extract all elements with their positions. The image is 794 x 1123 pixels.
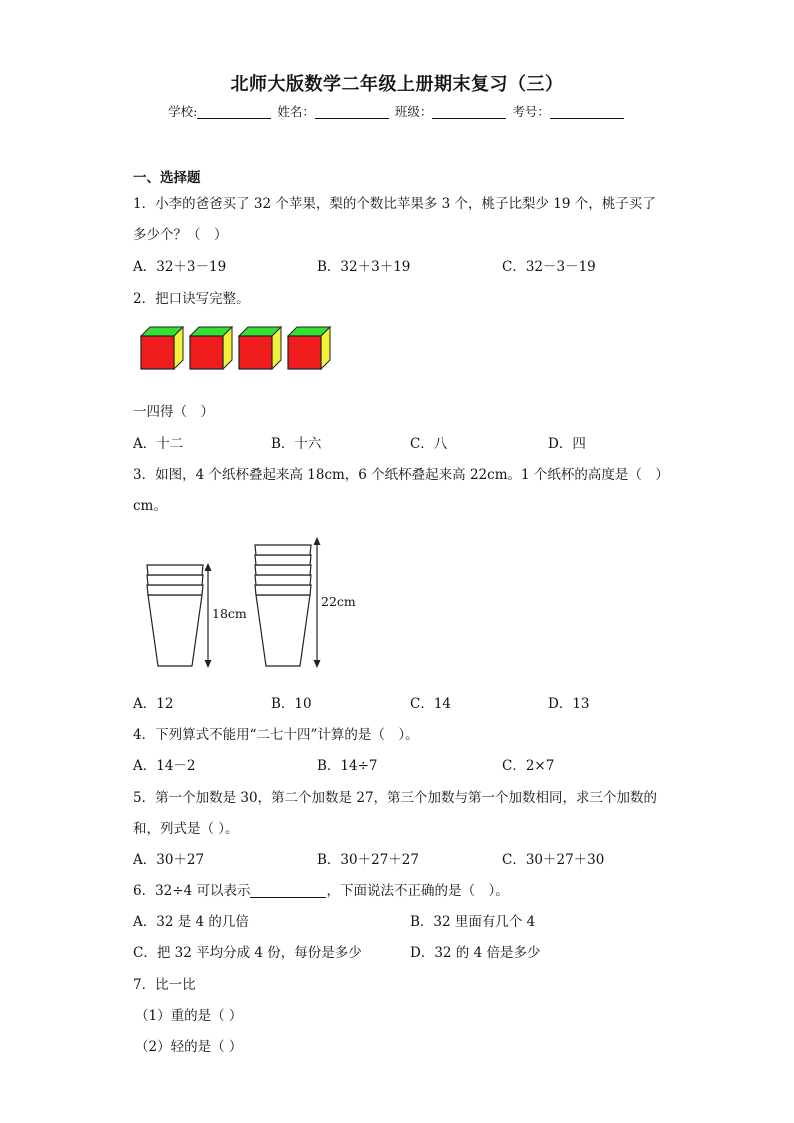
q5-option-b[interactable]: B．30＋27＋27 — [317, 852, 419, 868]
q2-option-a[interactable]: A．十二 — [133, 436, 184, 452]
q6-stem — [133, 879, 509, 899]
cube-3 — [239, 327, 281, 369]
q5-stem-line2: 和，列式是（ ）。 — [133, 821, 239, 837]
q3-stem-line1: 3．如图，4 个纸杯叠起来高 18cm，6 个纸杯叠起来高 22cm。1 个纸杯的高度是（ ） — [133, 467, 669, 483]
right-height-arrow — [314, 537, 321, 668]
q2-option-d[interactable]: D．四 — [548, 436, 586, 452]
q6-option-b[interactable]: B．32 里面有几个 4 — [410, 914, 536, 930]
student-info-line — [0, 102, 794, 120]
cube-2 — [190, 327, 232, 369]
q3-stem-line2: cm。 — [133, 498, 167, 514]
name-label: 姓名： — [277, 104, 315, 119]
cubes-figure — [140, 326, 340, 376]
right-stack-cup-4 — [255, 565, 311, 575]
right-stack-cup-3 — [255, 575, 311, 585]
q7-sub-2: （2）轻的是（ ） — [135, 1039, 243, 1055]
class-blank[interactable] — [432, 105, 506, 119]
cube-1 — [141, 327, 183, 369]
q3-option-c[interactable]: C．14 — [410, 696, 452, 712]
q1-stem-line1: 1．小李的爸爸买了 32 个苹果，梨的个数比苹果多 3 个，桃子比梨少 19 个，桃子买了 — [133, 196, 656, 212]
left-height-arrow — [205, 563, 212, 668]
name-blank[interactable] — [315, 105, 389, 119]
q1-option-c[interactable]: C．32－3－19 — [502, 259, 596, 275]
q5-stem-line1: 5．第一个加数是 30，第二个加数是 27，第三个加数与第一个加数相同，求三个加数的 — [133, 790, 658, 806]
q1-option-b[interactable]: B．32＋3＋19 — [317, 259, 411, 275]
right-height-label: 22cm — [321, 594, 356, 609]
school-blank[interactable] — [197, 105, 271, 119]
q1-option-a[interactable]: A．32＋3－19 — [133, 259, 227, 275]
q4-stem: 4．下列算式不能用“二七十四”计算的是（ ）。 — [133, 727, 419, 743]
cube-4 — [288, 327, 330, 369]
q6-option-c[interactable]: C．把 32 平均分成 4 份，每份是多少 — [133, 945, 362, 961]
q6-option-d[interactable]: D．32 的 4 倍是多少 — [410, 945, 541, 961]
q5-option-a[interactable]: A．30＋27 — [133, 852, 205, 868]
paper-cups-figure — [145, 540, 385, 675]
left-stack-cup-4 — [147, 565, 203, 575]
q7-stem: 7．比一比 — [133, 977, 196, 993]
left-stack-cup-1 — [148, 595, 202, 666]
q2-option-b[interactable]: B．十六 — [271, 436, 322, 452]
left-stack-cup-2 — [147, 585, 203, 595]
school-label: 学校: — [168, 104, 198, 119]
q6-blank[interactable] — [250, 883, 326, 898]
q3-option-d[interactable]: D．13 — [548, 696, 590, 712]
q2-prompt: 一四得（ ） — [133, 404, 214, 420]
right-stack-cup-6 — [255, 545, 311, 555]
q4-option-a[interactable]: A．14－2 — [133, 758, 196, 774]
right-stack-cup-5 — [255, 555, 311, 565]
q7-sub-1: （1）重的是（ ） — [135, 1008, 243, 1024]
section-heading: 一、选择题 — [133, 170, 201, 186]
q2-stem: 2．把口诀写完整。 — [133, 291, 250, 307]
q1-stem-line2: 多少个？（ ） — [133, 227, 228, 243]
q6-stem-before: 6．32÷4 可以表示 — [133, 883, 251, 899]
left-height-label: 18cm — [212, 606, 247, 621]
right-stack-cup-2 — [255, 585, 311, 595]
q3-option-a[interactable]: A．12 — [133, 696, 174, 712]
page-title: 北师大版数学二年级上册期末复习（三） — [230, 74, 564, 95]
q3-option-b[interactable]: B．10 — [271, 696, 312, 712]
q5-option-c[interactable]: C．30＋27＋30 — [502, 852, 605, 868]
q4-option-b[interactable]: B．14÷7 — [317, 758, 378, 774]
exam-number-label: 考号： — [512, 104, 550, 119]
q6-option-a[interactable]: A．32 是 4 的几倍 — [133, 914, 249, 930]
class-label: 班级： — [394, 104, 433, 119]
q2-option-c[interactable]: C．八 — [410, 436, 448, 452]
q6-stem-after: ，下面说法不正确的是（ ）。 — [326, 883, 509, 899]
exam-number-blank[interactable] — [550, 105, 624, 119]
left-stack-cup-3 — [147, 575, 203, 585]
right-stack-cup-1 — [256, 595, 310, 666]
q4-option-c[interactable]: C．2×7 — [502, 758, 555, 774]
